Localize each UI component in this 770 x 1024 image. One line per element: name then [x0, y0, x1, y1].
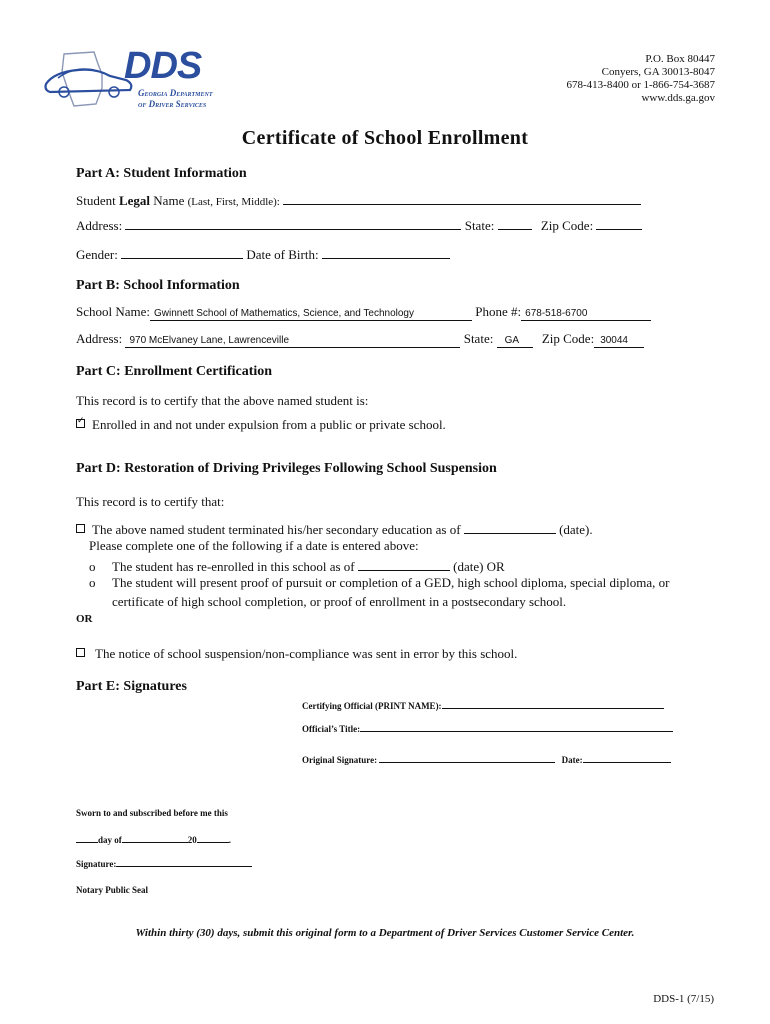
month-field[interactable]	[122, 832, 188, 843]
termination-date-field[interactable]	[464, 519, 556, 534]
address-line: www.dds.ga.gov	[641, 92, 715, 104]
state-label: State:	[464, 218, 495, 233]
error-option-label: The notice of school suspension/non-compliance was sent in error by this school.	[95, 646, 518, 661]
school-address-field[interactable]: 970 McElvaney Lane, Lawrenceville	[125, 334, 460, 348]
part-d-heading: Part D: Restoration of Driving Privileges Following School Suspension	[76, 461, 497, 476]
notary-signature-row	[76, 856, 252, 869]
gender-dob-row	[76, 244, 450, 263]
reenrolled-label: The student has re-enrolled in this school as of	[112, 559, 355, 574]
zip-label: Zip Code:	[541, 331, 595, 346]
proof-option	[89, 575, 669, 591]
enrolled-option[interactable]	[76, 417, 446, 433]
student-name-row	[76, 190, 641, 209]
student-name-label: Student	[76, 193, 119, 208]
address-label: Address:	[76, 331, 123, 346]
original-signature-label: Original Signature:	[302, 755, 378, 765]
notary-signature-field[interactable]	[116, 856, 252, 867]
official-title-label: Official’s Title:	[302, 724, 361, 734]
day-of-label: day of	[98, 835, 122, 845]
phone-field[interactable]: 678-518-6700	[521, 307, 651, 321]
name-label: Name	[150, 193, 188, 208]
part-a-heading: Part A: Student Information	[76, 166, 247, 181]
school-zip-field[interactable]: 30044	[594, 334, 644, 348]
bullet-circle-icon: o	[89, 575, 96, 590]
day-of-row	[76, 832, 231, 845]
part-e-heading: Part E: Signatures	[76, 679, 187, 694]
enrolled-option-label: Enrolled in and not under expulsion from a public or private school.	[92, 417, 446, 432]
official-name-row	[302, 698, 664, 711]
bullet-circle-icon: o	[89, 559, 96, 574]
school-name-field[interactable]: Gwinnett School of Mathematics, Science, and Technology	[150, 307, 472, 321]
agency-address	[455, 53, 715, 105]
reenrolled-option	[89, 556, 505, 575]
student-address-field[interactable]	[125, 215, 461, 230]
or-label: OR	[76, 613, 93, 625]
period: .	[228, 835, 232, 845]
georgia-car-icon	[44, 50, 136, 108]
gender-field[interactable]	[121, 244, 243, 259]
dob-field[interactable]	[322, 244, 450, 259]
phone-label: Phone #:	[475, 304, 522, 319]
date-or-suffix: (date) OR	[453, 559, 505, 574]
official-title-field[interactable]	[360, 721, 673, 732]
part-c-intro: This record is to certify that the above named student is:	[76, 393, 369, 408]
student-zip-field[interactable]	[596, 215, 642, 230]
signature-date-field[interactable]	[583, 752, 671, 763]
original-signature-field[interactable]	[379, 752, 555, 763]
enrolled-checkbox[interactable]	[76, 419, 85, 428]
logo-line-2: of Driver Services	[138, 99, 207, 109]
school-name-label: School Name:	[76, 304, 151, 319]
address-label: Address:	[76, 218, 123, 233]
terminated-option	[76, 519, 593, 538]
dds-logo	[44, 45, 229, 112]
proof-label-line-1: The student will present proof of pursuit or completion of a GED, high school diploma, special diploma, or	[112, 575, 670, 590]
signature-row	[302, 752, 671, 765]
gender-label: Gender:	[76, 247, 118, 262]
signature-date-label: Date:	[561, 755, 583, 765]
name-hint: (Last, First, Middle):	[187, 196, 280, 208]
error-option	[76, 646, 517, 662]
proof-label-line-2: certificate of high school completion, or proof of enrollment in a postsecondary school.	[112, 594, 567, 609]
address-line: 678-413-8400 or 1-866-754-3687	[566, 79, 715, 91]
legal-label: Legal	[118, 193, 151, 208]
student-state-field[interactable]	[498, 215, 532, 230]
official-name-label: Certifying Official (PRINT NAME):	[302, 701, 442, 711]
dob-label: Date of Birth:	[246, 247, 319, 262]
student-address-row	[76, 215, 642, 234]
logo-abbr: DDS	[124, 45, 202, 87]
address-line: Conyers, GA 30013-8047	[601, 66, 715, 78]
part-d-intro: This record is to certify that:	[76, 494, 225, 509]
school-address-row	[76, 331, 644, 348]
reenroll-date-field[interactable]	[358, 556, 450, 571]
student-name-field[interactable]	[283, 190, 641, 205]
address-line: P.O. Box 80447	[645, 53, 715, 65]
form-id: DDS-1 (7/15)	[653, 993, 714, 1005]
sworn-statement: Sworn to and subscribed before me this	[76, 808, 228, 818]
day-field[interactable]	[76, 832, 98, 843]
notary-signature-label: Signature:	[76, 859, 117, 869]
official-title-row	[302, 721, 673, 734]
submission-instruction: Within thirty (30) days, submit this original form to a Department of Driver Services Customer Service Center.	[135, 927, 635, 939]
state-label: State:	[463, 331, 494, 346]
page-title: Certificate of School Enrollment	[241, 127, 529, 149]
notary-seal-label: Notary Public Seal	[76, 885, 148, 895]
part-c-heading: Part C: Enrollment Certification	[76, 364, 273, 379]
school-state-field[interactable]: GA	[497, 334, 533, 348]
part-d-instruction: Please complete one of the following if a date is entered above:	[89, 538, 419, 553]
terminated-label: The above named student terminated his/her secondary education as of	[92, 522, 461, 537]
date-suffix: (date).	[559, 522, 593, 537]
terminated-checkbox[interactable]	[76, 524, 85, 533]
year-prefix: 20	[187, 835, 197, 845]
year-field[interactable]	[197, 832, 232, 845]
error-checkbox[interactable]	[76, 648, 85, 657]
zip-label: Zip Code:	[540, 218, 594, 233]
official-name-field[interactable]	[442, 698, 664, 709]
logo-line-1: Georgia Department	[138, 88, 213, 98]
school-name-row	[76, 304, 651, 321]
part-b-heading: Part B: School Information	[76, 278, 240, 293]
